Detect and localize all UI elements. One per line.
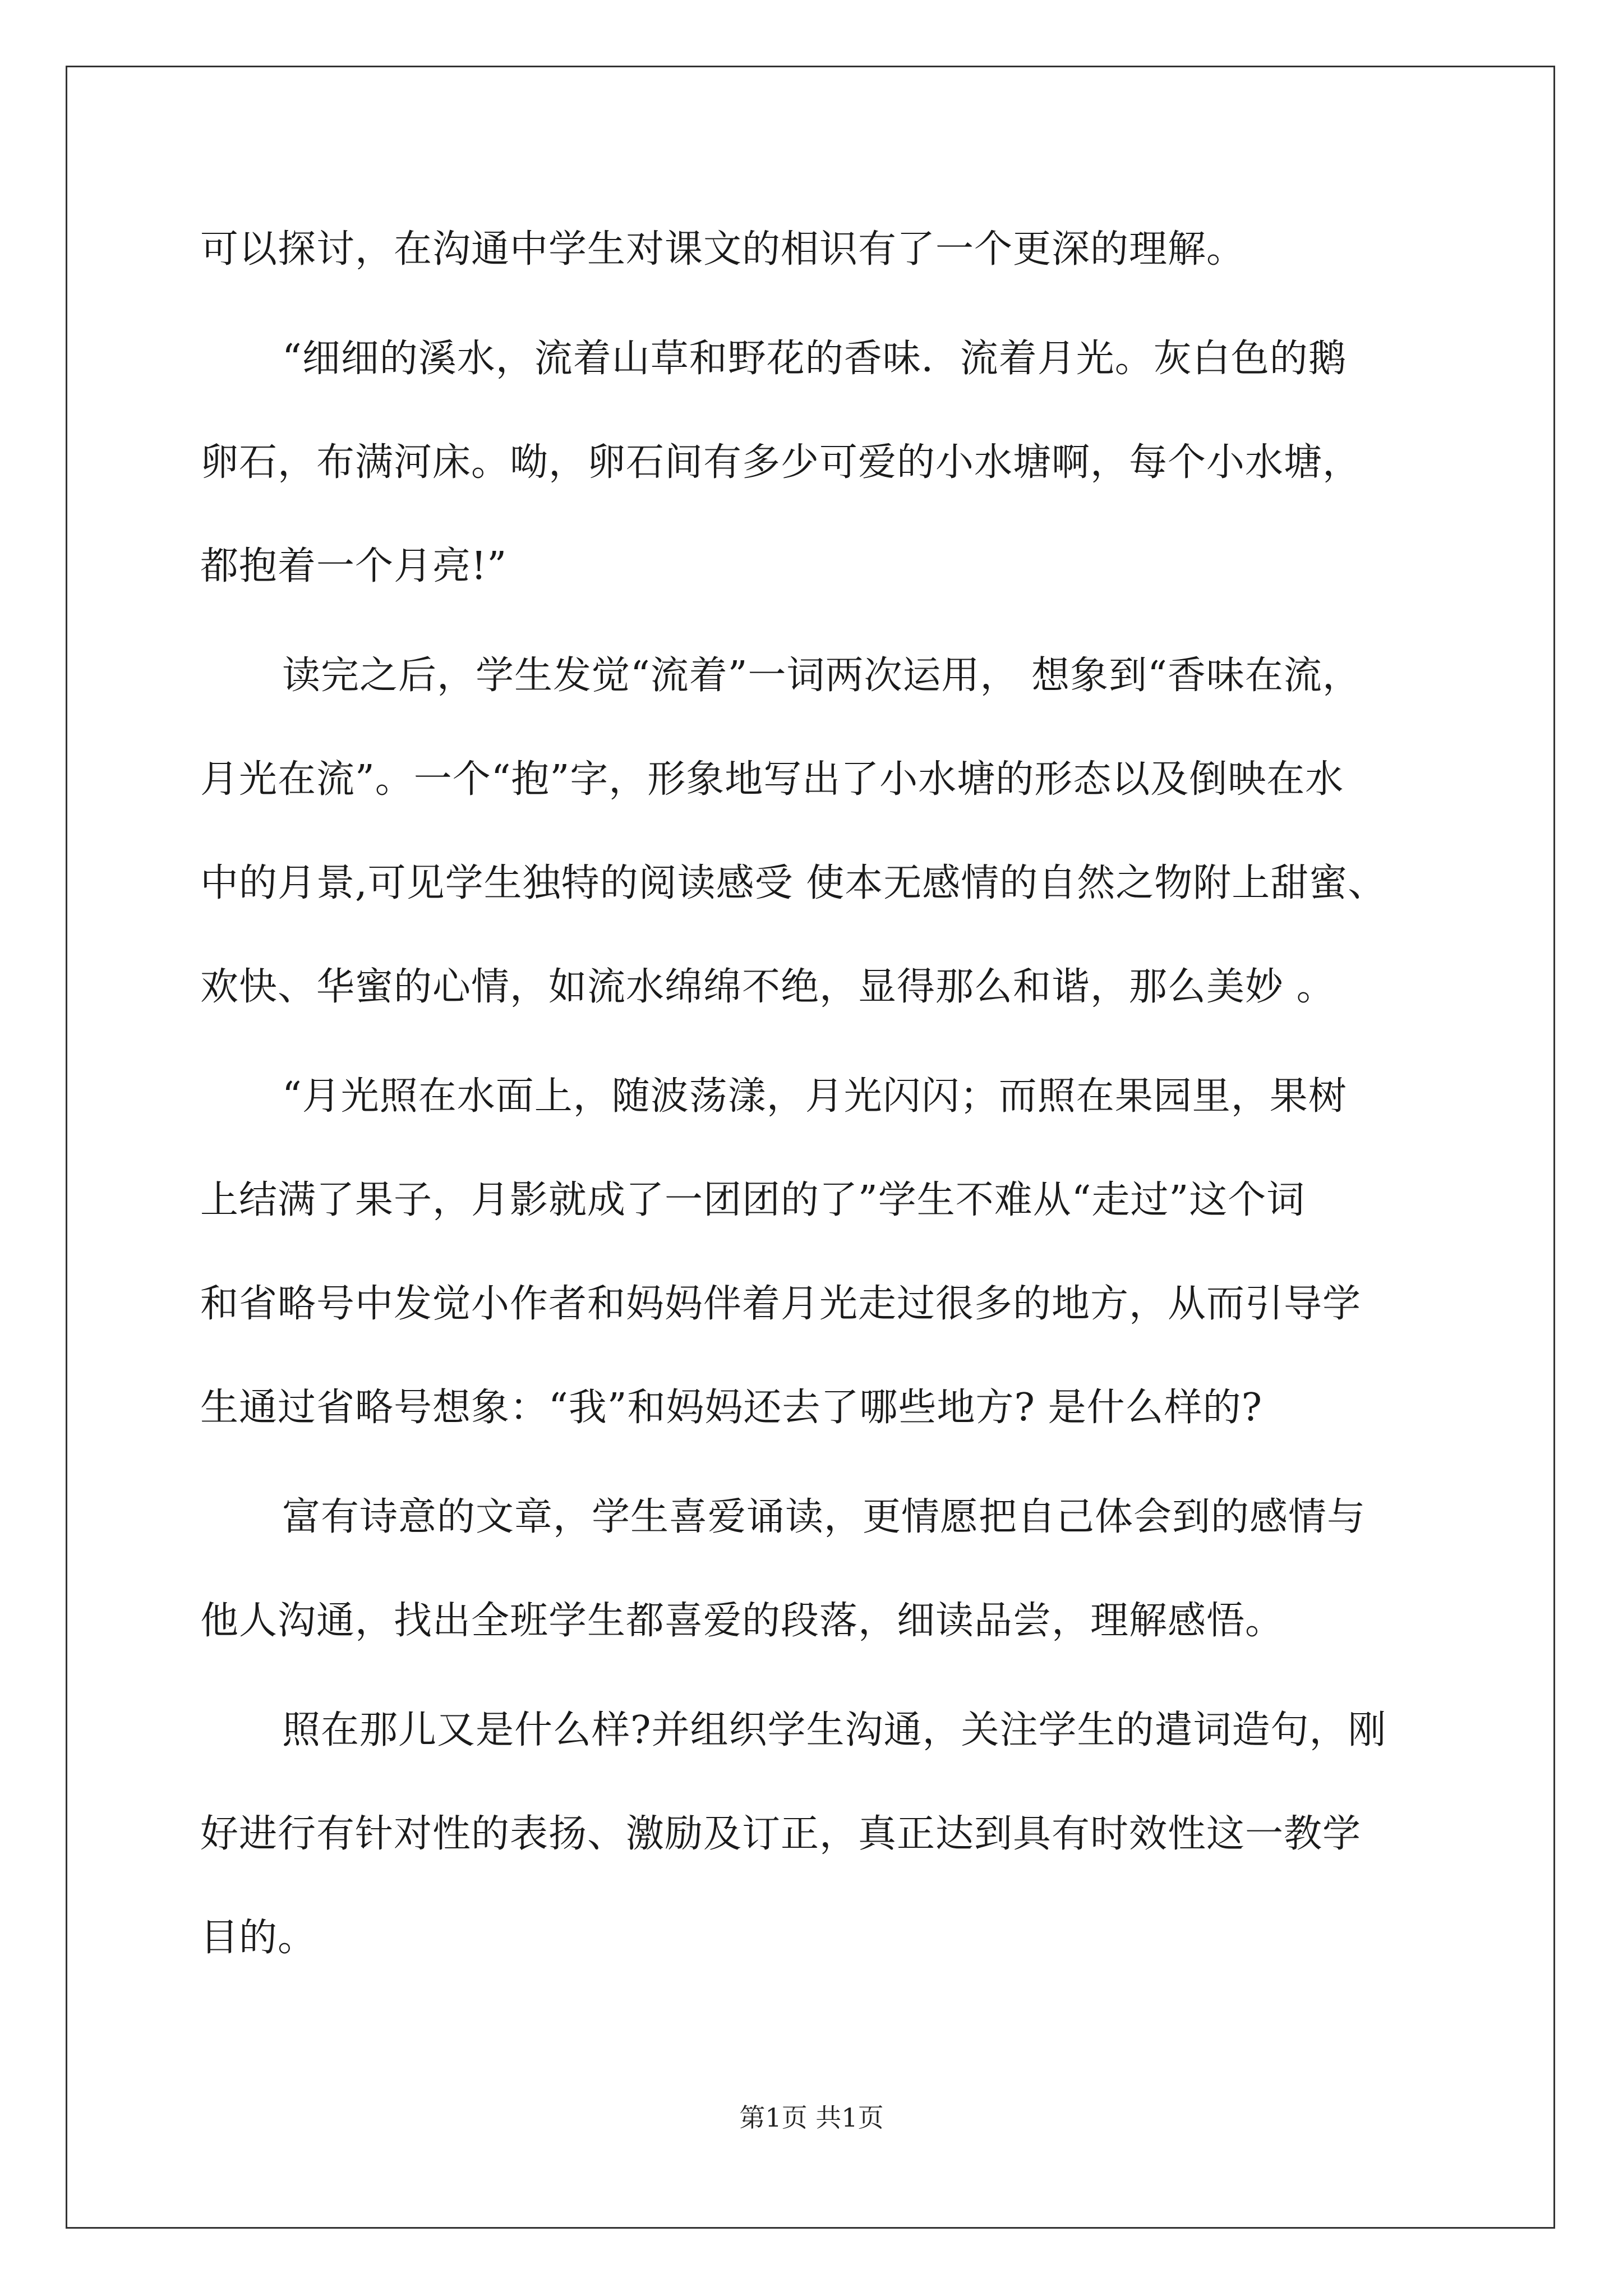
text-line: “细细的溪水，流着山草和野花的香味．流着月光。灰白色的鹅 [282, 337, 1347, 381]
text-line: 目的。 [200, 1916, 317, 1960]
text-line: 照在那儿又是什么样?并组织学生沟通，关注学生的遣词造句，刚 [282, 1708, 1387, 1752]
text-line: 读完之后，学生发觉“流着”一词两次运用， 想象到“香味在流， [282, 654, 1361, 698]
text-line: “月光照在水面上，随波荡漾，月光闪闪；而照在果园里，果树 [282, 1074, 1347, 1119]
text-line: 卵石，布满河床。呦，卵石间有多少可爱的小水塘啊，每个小水塘， [200, 440, 1362, 485]
text-line: 他人沟通，找出全班学生都喜爱的段落，细读品尝，理解感悟。 [200, 1599, 1284, 1643]
page-border [66, 66, 1555, 2229]
text-line: 欢快、华蜜的心情，如流水绵绵不绝，显得那么和谐，那么美妙 。 [200, 965, 1335, 1009]
text-line: 和省略号中发觉小作者和妈妈伴着月光走过很多的地方，从而引导学 [200, 1282, 1362, 1326]
text-line: 富有诗意的文章，学生喜爱诵读，更情愿把自己体会到的感情与 [282, 1495, 1366, 1539]
text-line: 都抱着一个月亮!” [200, 544, 508, 588]
text-line: 好进行有针对性的表扬、激励及订正，真正达到具有时效性这一教学 [200, 1812, 1362, 1856]
text-line: 上结满了果子，月影就成了一团团的了”学生不难从“走过”这个词 [200, 1178, 1306, 1222]
text-line: 月光在流”。一个“抱”字，形象地写出了小水塘的形态以及倒映在水 [200, 757, 1344, 802]
page-number-footer: 第1页 共1页 [739, 2102, 884, 2133]
text-line: 中的月景,可见学生独特的阅读感受 使本无感情的自然之物附上甜蜜、 [200, 861, 1387, 905]
text-line: 生通过省略号想象：“我”和妈妈还去了哪些地方? 是什么样的? [200, 1386, 1263, 1430]
text-line: 可以探讨，在沟通中学生对课文的相识有了一个更深的理解。 [200, 227, 1246, 272]
